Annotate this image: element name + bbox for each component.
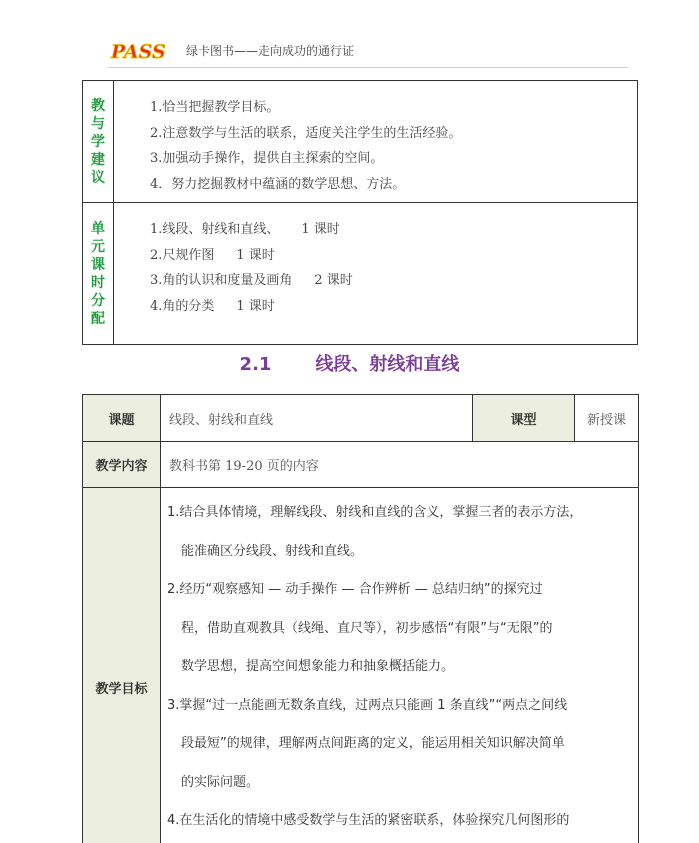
advice-item: 4．努力挖掘教材中蕴涵的数学思想、方法。 bbox=[150, 176, 406, 192]
content-value: 教科书第 19-20 页的内容 bbox=[161, 442, 639, 488]
teaching-advice-label: 教 与 学 建 议 bbox=[83, 81, 114, 203]
advice-item: 3.加强动手操作，提供自主探索的空间。 bbox=[150, 151, 384, 166]
type-value: 新授课 bbox=[575, 395, 639, 442]
goal-item: 3.掌握“过一点能画无数条直线，过两点只能画 1 条直线”“两点之间线 段最短”的规律，理解两点间距离的定义，能运用相关知识解决简单 的实际问题。 bbox=[167, 697, 568, 790]
goal-item: 4.在生活化的情境中感受数学与生活的紧密联系，体验探究几何图形的 bbox=[167, 813, 570, 828]
suggestion-table bbox=[82, 80, 638, 345]
goal-item: 2.经历“观察感知 — 动手操作 — 合作辨析 — 总结归纳”的探究过 程，借助直观教具（线绳、直尺等），初步感悟“有限”与“无限”的 数学思想，提高空间想象能力和抽象概括能力。 bbox=[167, 582, 553, 674]
header-rule bbox=[108, 67, 628, 68]
advice-item: 2.注意数学与生活的联系，适度关注学生的生活经验。 bbox=[150, 125, 462, 141]
topic-value: 线段、射线和直线 bbox=[161, 395, 473, 442]
goal-item: 1.结合具体情境，理解线段、射线和直线的含义，掌握三者的表示方法， 能准确区分线段、射线和直线。 bbox=[167, 505, 583, 559]
content-label: 教学内容 bbox=[83, 442, 161, 488]
unit-hours-label: 单 元 课 时 分 配 bbox=[83, 203, 114, 345]
pass-logo bbox=[110, 38, 174, 64]
section-title-text: 线段、射线和直线 bbox=[315, 354, 460, 375]
unit-hours-content bbox=[114, 203, 638, 345]
topic-label: 课题 bbox=[83, 395, 161, 442]
unit-hour-item: 3.角的认识和度量及画角 2 课时 bbox=[150, 273, 353, 288]
advice-item: 1.恰当把握教学目标。 bbox=[150, 100, 280, 115]
goals-content bbox=[161, 488, 639, 843]
section-title bbox=[0, 350, 699, 376]
header-tagline: 绿卡图书——走向成功的通行证 bbox=[186, 44, 355, 58]
unit-hour-item: 2.尺规作图 1 课时 bbox=[150, 247, 275, 263]
lesson-table bbox=[82, 394, 639, 843]
goals-label: 教学目标 bbox=[83, 488, 161, 843]
unit-hour-item: 4.角的分类 1 课时 bbox=[150, 298, 275, 314]
section-number: 2.1 bbox=[239, 354, 272, 375]
pass-logo-text: PASS bbox=[111, 41, 166, 63]
page-header bbox=[108, 34, 628, 68]
type-label: 课型 bbox=[473, 395, 575, 442]
teaching-advice-content bbox=[114, 81, 638, 203]
unit-hour-item: 1.线段、射线和直线、 1 课时 bbox=[150, 222, 340, 237]
